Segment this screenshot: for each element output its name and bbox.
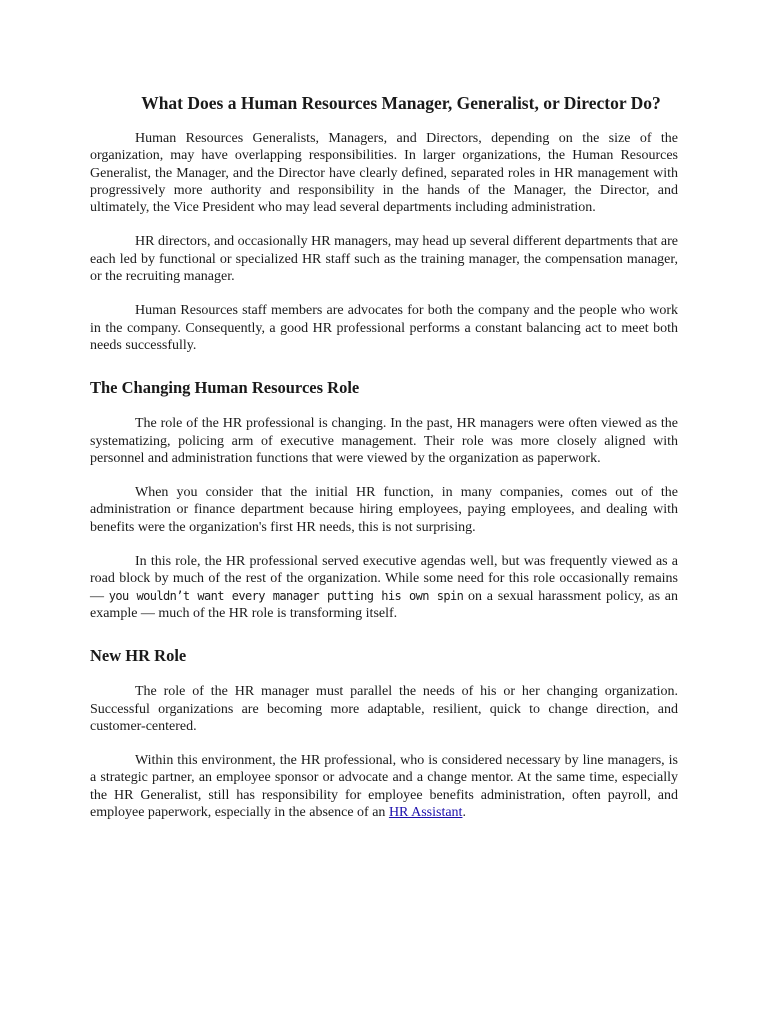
changing-role-paragraph-1: The role of the HR professional is changing. In the past, HR managers were often viewed as the systematizing, policing arm of executive management. Their role was more closely aligned with personnel and administration functions that were viewed by the organization as paperwork. [90, 416, 678, 466]
paragraph-text: Within this environment, the HR professional, who is considered necessary by line managers, is a strategic partner, an employee sponsor or advocate and a change mentor. At the same time, especially the HR Generalist, still has responsibility for employee benefits administration, often payroll, and employee paperwork, especially in the absence of an [90, 753, 678, 821]
document-page [90, 92, 678, 838]
intro-paragraph-2: HR directors, and occasionally HR managers, may head up several different departments that are each led by functional or specialized HR staff such as the training manager, the compensation manager, or the recruiting manager. [90, 234, 678, 285]
paragraph-text: In this role, the HR professional served executive agendas well, but was frequently viewed as a road block by much of the rest of the organization. While some need for this role occasionally remains — [90, 554, 678, 604]
hr-assistant-link[interactable]: HR Assistant [388, 805, 463, 821]
intro-paragraph-1: Human Resources Generalists, Managers, and Directors, depending on the size of the organization, may have overlapping responsibilities. In larger organizations, the Human Resources Generalist, the Manager, and the Director have clearly defined, separated roles in HR management with progressively more authority and responsibility in the hands of the Manager, the Director, and ultimately, the Vice President who may lead several departments including administration. [90, 131, 678, 216]
paragraph-text: on a sexual harassment policy, as an example — much of the HR role is transforming itself. [90, 588, 679, 621]
section-heading-changing-role: The Changing Human Resources Role [90, 378, 360, 398]
new-role-paragraph-1: The role of the HR manager must parallel the needs of his or her changing organization. Successful organizations are becoming more adaptable, resilient, quick to change direction, and customer-centered. [90, 684, 678, 734]
page-title: What Does a Human Resources Manager, Generalist, or Director Do? [141, 93, 661, 113]
intro-paragraph-3: Human Resources staff members are advocates for both the company and the people who work in the company. Consequently, a good HR professional performs a constant balancing act to meet both needs successfully. [90, 303, 678, 353]
changing-role-paragraph-2: When you consider that the initial HR function, in many companies, comes out of the administration or finance department because hiring employees, paying employees, and dealing with benefits were the organization's first HR needs, this is not surprising. [90, 485, 678, 535]
paragraph-text: . [462, 805, 466, 821]
new-role-paragraph-2 [90, 752, 678, 821]
section-heading-new-role: New HR Role [90, 646, 187, 666]
monospace-text-run: you wouldn’t want every manager putting his own spin [108, 588, 464, 603]
changing-role-paragraph-3 [90, 553, 678, 622]
